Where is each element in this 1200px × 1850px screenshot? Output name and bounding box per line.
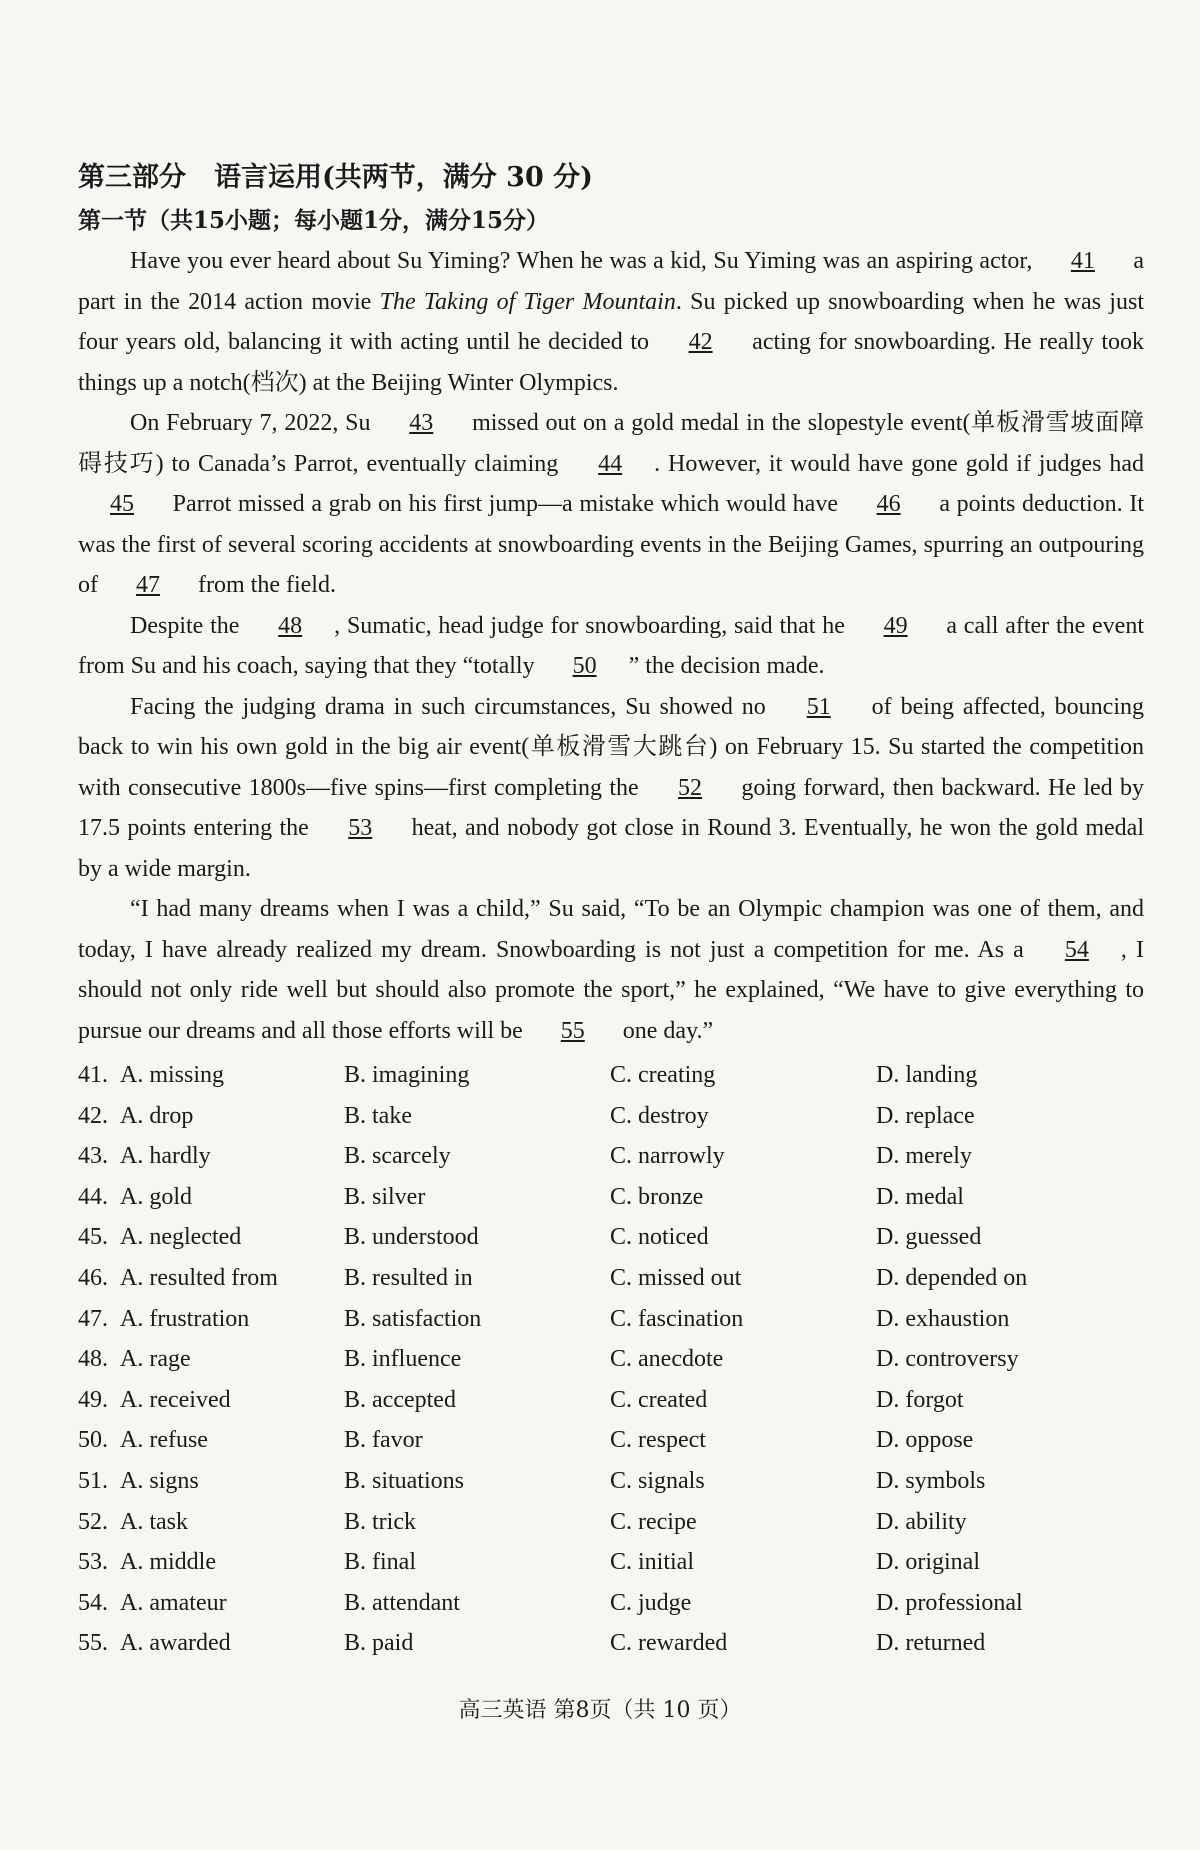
option-d: D. controversy xyxy=(876,1346,1019,1373)
option-c: C. signals xyxy=(610,1467,705,1494)
option-d: D. professional xyxy=(876,1589,1023,1616)
question-number: 54. xyxy=(78,1589,108,1616)
option-d: D. merely xyxy=(876,1143,972,1170)
option-c: C. initial xyxy=(610,1549,694,1576)
option-d: D. medal xyxy=(876,1183,964,1210)
option-c: C. noticed xyxy=(610,1224,709,1251)
blank-51: 51 xyxy=(806,693,831,720)
option-row xyxy=(78,1177,1144,1218)
part-title xyxy=(78,155,1144,194)
part-title-b: 语言运用(共两节，满分 30 分) xyxy=(214,162,593,193)
blank-54: 54 xyxy=(1064,936,1089,963)
option-c: C. fascination xyxy=(610,1305,744,1332)
option-row xyxy=(78,1055,1144,1096)
option-a: 41. A. missing xyxy=(78,1055,344,1096)
option-a: 43. A. hardly xyxy=(78,1136,344,1177)
question-number: 55. xyxy=(78,1630,108,1657)
option-d: D. original xyxy=(876,1549,980,1576)
question-number: 51. xyxy=(78,1467,108,1494)
option-b: B. favor xyxy=(344,1427,423,1454)
option-d: D. symbols xyxy=(876,1467,986,1494)
page-footer: 高三英语 第8页（共 10 页） xyxy=(458,1698,742,1723)
option-b: B. attendant xyxy=(344,1589,460,1616)
option-b: B. satisfaction xyxy=(344,1305,482,1332)
paragraph-5: “I had many dreams when I was a child,” Su said, “To be an Olympic champion was one of them, and today, I have already realized my dream. Snowboarding is not just a competition for me. As a 54 , I should not only ride well but should also promote the sport,” he explained, “We have to give everything to pursue our dreams and all those efforts will be 55 one day.” xyxy=(78,889,1144,1051)
option-c: C. bronze xyxy=(610,1183,704,1210)
option-row xyxy=(78,1461,1144,1502)
blank-43: 43 xyxy=(409,410,434,436)
option-a: 45. A. neglected xyxy=(78,1217,344,1258)
question-number: 50. xyxy=(78,1427,108,1454)
question-number: 48. xyxy=(78,1346,108,1373)
cloze-passage xyxy=(78,241,1144,1051)
option-row xyxy=(78,1380,1144,1421)
option-c: C. anecdote xyxy=(610,1346,724,1373)
option-c: C. rewarded xyxy=(610,1630,728,1657)
option-d: D. oppose xyxy=(876,1427,974,1454)
movie-title: The Taking of Tiger Mountain xyxy=(379,288,676,315)
question-number: 53. xyxy=(78,1549,108,1576)
options-list xyxy=(78,1055,1144,1664)
option-a: 42. A. drop xyxy=(78,1096,344,1137)
option-row xyxy=(78,1096,1144,1137)
option-a: 50. A. refuse xyxy=(78,1420,344,1461)
option-row xyxy=(78,1217,1144,1258)
part-title-a: 第三部分 xyxy=(78,162,186,193)
option-b: B. accepted xyxy=(344,1386,456,1413)
option-row xyxy=(78,1583,1144,1624)
blank-49: 49 xyxy=(883,612,908,639)
option-a: 49. A. received xyxy=(78,1380,344,1421)
option-b: B. take xyxy=(344,1102,412,1129)
option-b: B. understood xyxy=(344,1224,479,1251)
option-a: 48. A. rage xyxy=(78,1339,344,1380)
blank-52: 52 xyxy=(678,774,703,801)
blank-53: 53 xyxy=(348,815,373,841)
blank-44: 44 xyxy=(598,450,623,477)
option-row xyxy=(78,1623,1144,1664)
option-d: D. ability xyxy=(876,1508,967,1535)
blank-45: 45 xyxy=(110,491,134,517)
option-d: D. exhaustion xyxy=(876,1305,1010,1332)
option-c: C. judge xyxy=(610,1589,692,1616)
blank-47: 47 xyxy=(136,572,160,598)
content-area xyxy=(78,155,1144,1664)
option-d: D. replace xyxy=(876,1102,975,1129)
section-title: 第一节（共15小题；每小题1分，满分15分） xyxy=(78,207,550,234)
option-c: C. narrowly xyxy=(610,1143,725,1170)
blank-46: 46 xyxy=(876,491,901,517)
option-c: C. destroy xyxy=(610,1102,709,1129)
option-d: D. depended on xyxy=(876,1264,1028,1291)
option-d: D. guessed xyxy=(876,1224,982,1251)
option-a: 53. A. middle xyxy=(78,1542,344,1583)
option-b: B. situations xyxy=(344,1467,465,1494)
option-c: C. created xyxy=(610,1386,708,1413)
question-number: 44. xyxy=(78,1183,108,1210)
option-a: 47. A. frustration xyxy=(78,1299,344,1340)
question-number: 42. xyxy=(78,1102,108,1129)
blank-41: 41 xyxy=(1070,248,1095,274)
option-c: C. recipe xyxy=(610,1508,697,1535)
option-row xyxy=(78,1420,1144,1461)
blank-48: 48 xyxy=(278,612,303,639)
option-row xyxy=(78,1299,1144,1340)
paragraph-3: Despite the 48 , Sumatic, head judge for snowboarding, said that he 49 a call after the event from Su and his coach, saying that they “totally 50 ” the decision made. xyxy=(78,606,1144,687)
option-c: C. creating xyxy=(610,1062,716,1088)
question-number: 47. xyxy=(78,1305,108,1332)
question-number: 49. xyxy=(78,1386,108,1413)
option-c: C. missed out xyxy=(610,1264,742,1291)
blank-42: 42 xyxy=(688,329,713,355)
question-number: 41. xyxy=(78,1062,108,1088)
blank-50: 50 xyxy=(572,653,597,679)
option-b: B. imagining xyxy=(344,1062,470,1088)
question-number: 52. xyxy=(78,1508,108,1535)
option-b: B. trick xyxy=(344,1508,416,1535)
paragraph-2: On February 7, 2022, Su 43 missed out on a gold medal in the slopestyle event(单板滑雪坡面障碍技巧) to Canada’s Parrot, eventually claiming 44 . However, it would have gone gold if judges had 45 Parrot missed a grab on his first jump—a mistake which would have 46 a points deduction. It was the first of several scoring accidents at snowboarding events in the Beijing Games, spurring an outpouring of 47 from the field. xyxy=(78,403,1144,606)
option-a: 52. A. task xyxy=(78,1502,344,1543)
option-row xyxy=(78,1136,1144,1177)
option-row xyxy=(78,1339,1144,1380)
question-number: 43. xyxy=(78,1143,108,1170)
option-b: B. silver xyxy=(344,1183,426,1210)
option-b: B. paid xyxy=(344,1630,414,1657)
option-a: 55. A. awarded xyxy=(78,1623,344,1664)
option-row xyxy=(78,1258,1144,1299)
option-d: D. forgot xyxy=(876,1386,964,1413)
option-b: B. resulted in xyxy=(344,1264,473,1291)
option-b: B. scarcely xyxy=(344,1143,451,1170)
paragraph-4: Facing the judging drama in such circumstances, Su showed no 51 of being affected, bouncing back to win his own gold in the big air event(单板滑雪大跳台) on February 15. Su started the competition with consecutive 1800s—five spins—first completing the 52 going forward, then backward. He led by 17.5 points entering the 53 heat, and nobody got close in Round 3. Eventually, he won the gold medal by a wide margin. xyxy=(78,687,1144,890)
option-b: B. influence xyxy=(344,1346,462,1373)
option-c: C. respect xyxy=(610,1427,706,1454)
option-d: D. returned xyxy=(876,1630,986,1657)
option-a: 46. A. resulted from xyxy=(78,1258,344,1299)
option-b: B. final xyxy=(344,1549,416,1576)
option-row xyxy=(78,1542,1144,1583)
blank-55: 55 xyxy=(560,1017,585,1044)
option-row xyxy=(78,1502,1144,1543)
paragraph-1: Have you ever heard about Su Yiming? When he was a kid, Su Yiming was an aspiring actor, 41 a part in the 2014 action movie The Taking of Tiger Mountain. Su picked up snowboarding when he was just four years old, balancing it with acting until he decided to 42 acting for snowboarding. He really took things up a notch(档次) at the Beijing Winter Olympics. xyxy=(78,241,1144,403)
option-a: 54. A. amateur xyxy=(78,1583,344,1624)
option-a: 44. A. gold xyxy=(78,1177,344,1218)
question-number: 45. xyxy=(78,1224,108,1251)
option-d: D. landing xyxy=(876,1062,978,1088)
option-a: 51. A. signs xyxy=(78,1461,344,1502)
question-number: 46. xyxy=(78,1264,108,1291)
